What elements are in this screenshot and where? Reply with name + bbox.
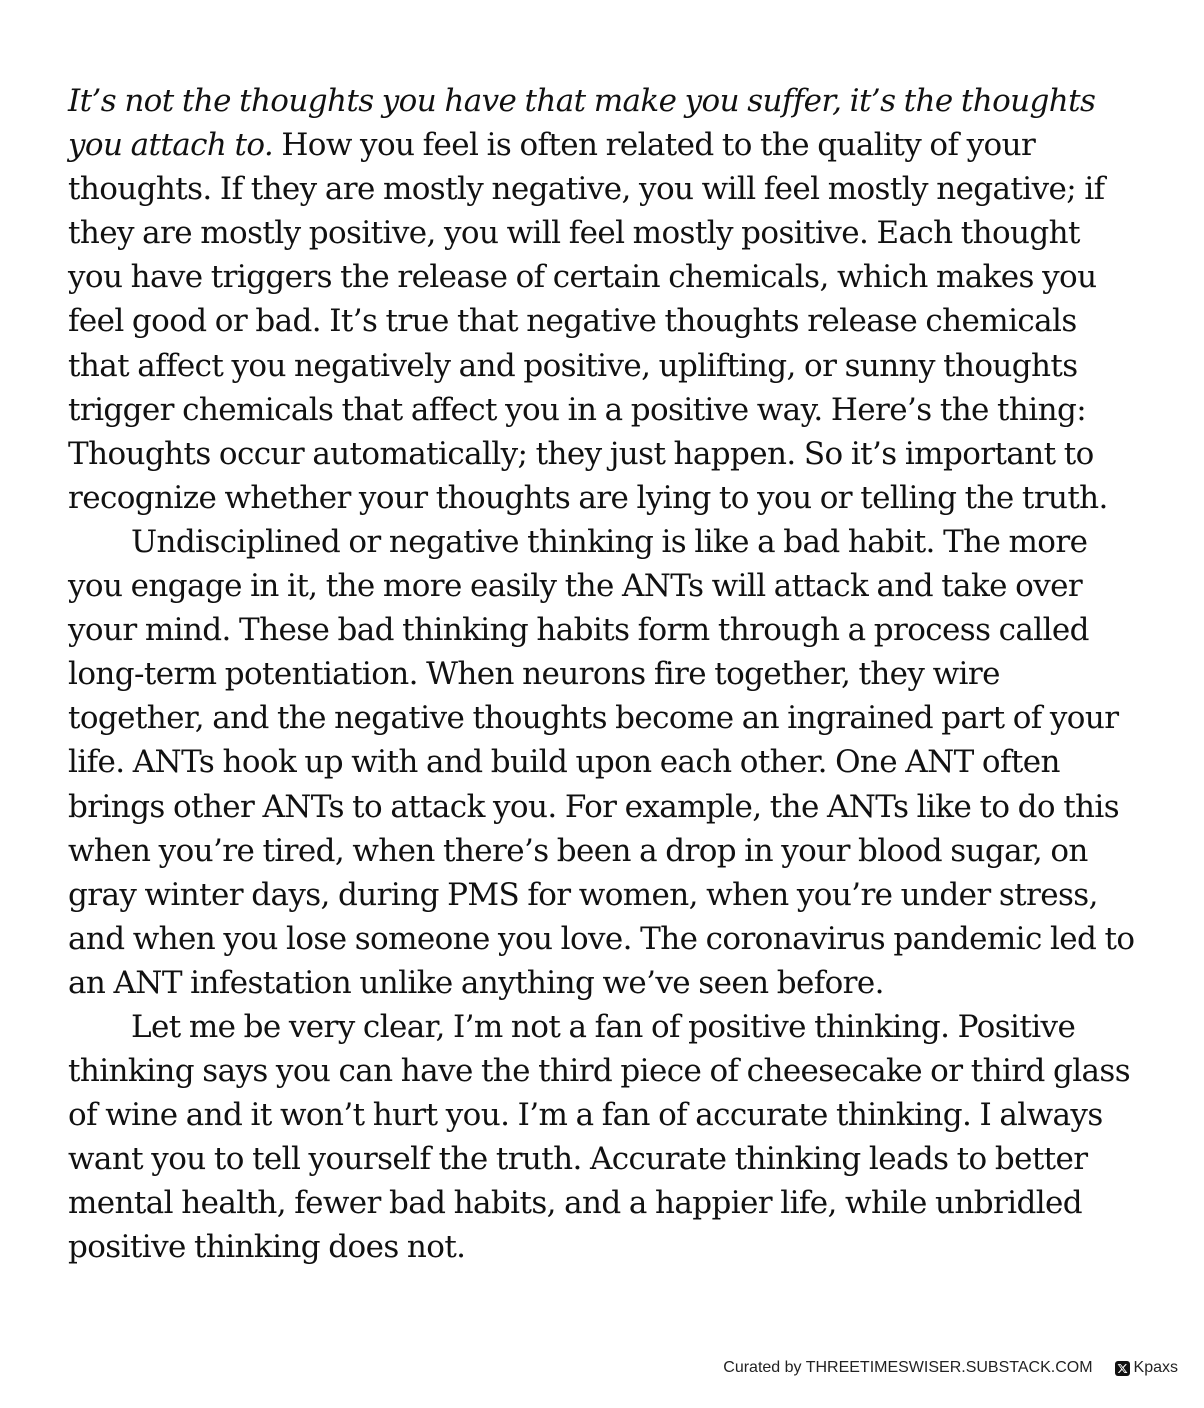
paragraph-2: Undisciplined or negative thinking is like a bad habit. The more you engage in it, the more easily the ANTs will attack and take over your mind. These bad thinking habits form through a process called long-term potentiation. When neurons fire together, they wire together, and the negative thoughts become an ingrained part of your life. ANTs hook up with and build upon each other. One ANT often brings other ANTs to attack you. For example, the ANTs like to do this when you’re tired, when there’s been a drop in your blood sugar, on gray winter days, during PMS for women, when you’re under stress, and when you lose someone you love. The coronavirus pandemic led to an ANT infestation unlike anything we’ve seen before.	[68, 523, 1135, 1001]
paragraph-3: Let me be very clear, I’m not a fan of positive thinking. Positive thinking says you can have the third piece of cheesecake or third glass of wine and it won’t hurt you. I’m a fan of accurate thinking. I always want you to tell yourself the truth. Accurate thinking leads to better mental health, fewer bad habits, and a happier life, while unbridled positive thinking does not.	[68, 1008, 1131, 1266]
footer-credit	[723, 1358, 1178, 1378]
italic-lead: It’s not the thoughts you have that make you suffer, it’s the thoughts you attach to.	[68, 83, 1096, 164]
curated-by-text: Curated by THREETIMESWISER.SUBSTACK.COM	[723, 1359, 1093, 1376]
x-handle	[1115, 1358, 1178, 1378]
paragraph-1-text: How you feel is often related to the quality of your thoughts. If they are mostly negative, you will feel mostly negative; if they are mostly positive, you will feel mostly positive. Each thought you have triggers the release of certain chemicals, which makes you feel good or bad. It’s true that negative thoughts release chemicals that affect you negatively and positive, uplifting, or sunny thoughts trigger chemicals that affect you in a positive way. Here’s the thing: Thoughts occur automatically; they just happen. So it’s important to recognize whether your thoughts are lying to you or telling the truth.	[68, 127, 1108, 516]
paragraph-1	[68, 79, 1140, 520]
document-body	[68, 79, 1140, 1270]
x-logo-icon	[1115, 1361, 1130, 1376]
x-handle-text: Kpaxs	[1133, 1359, 1178, 1376]
